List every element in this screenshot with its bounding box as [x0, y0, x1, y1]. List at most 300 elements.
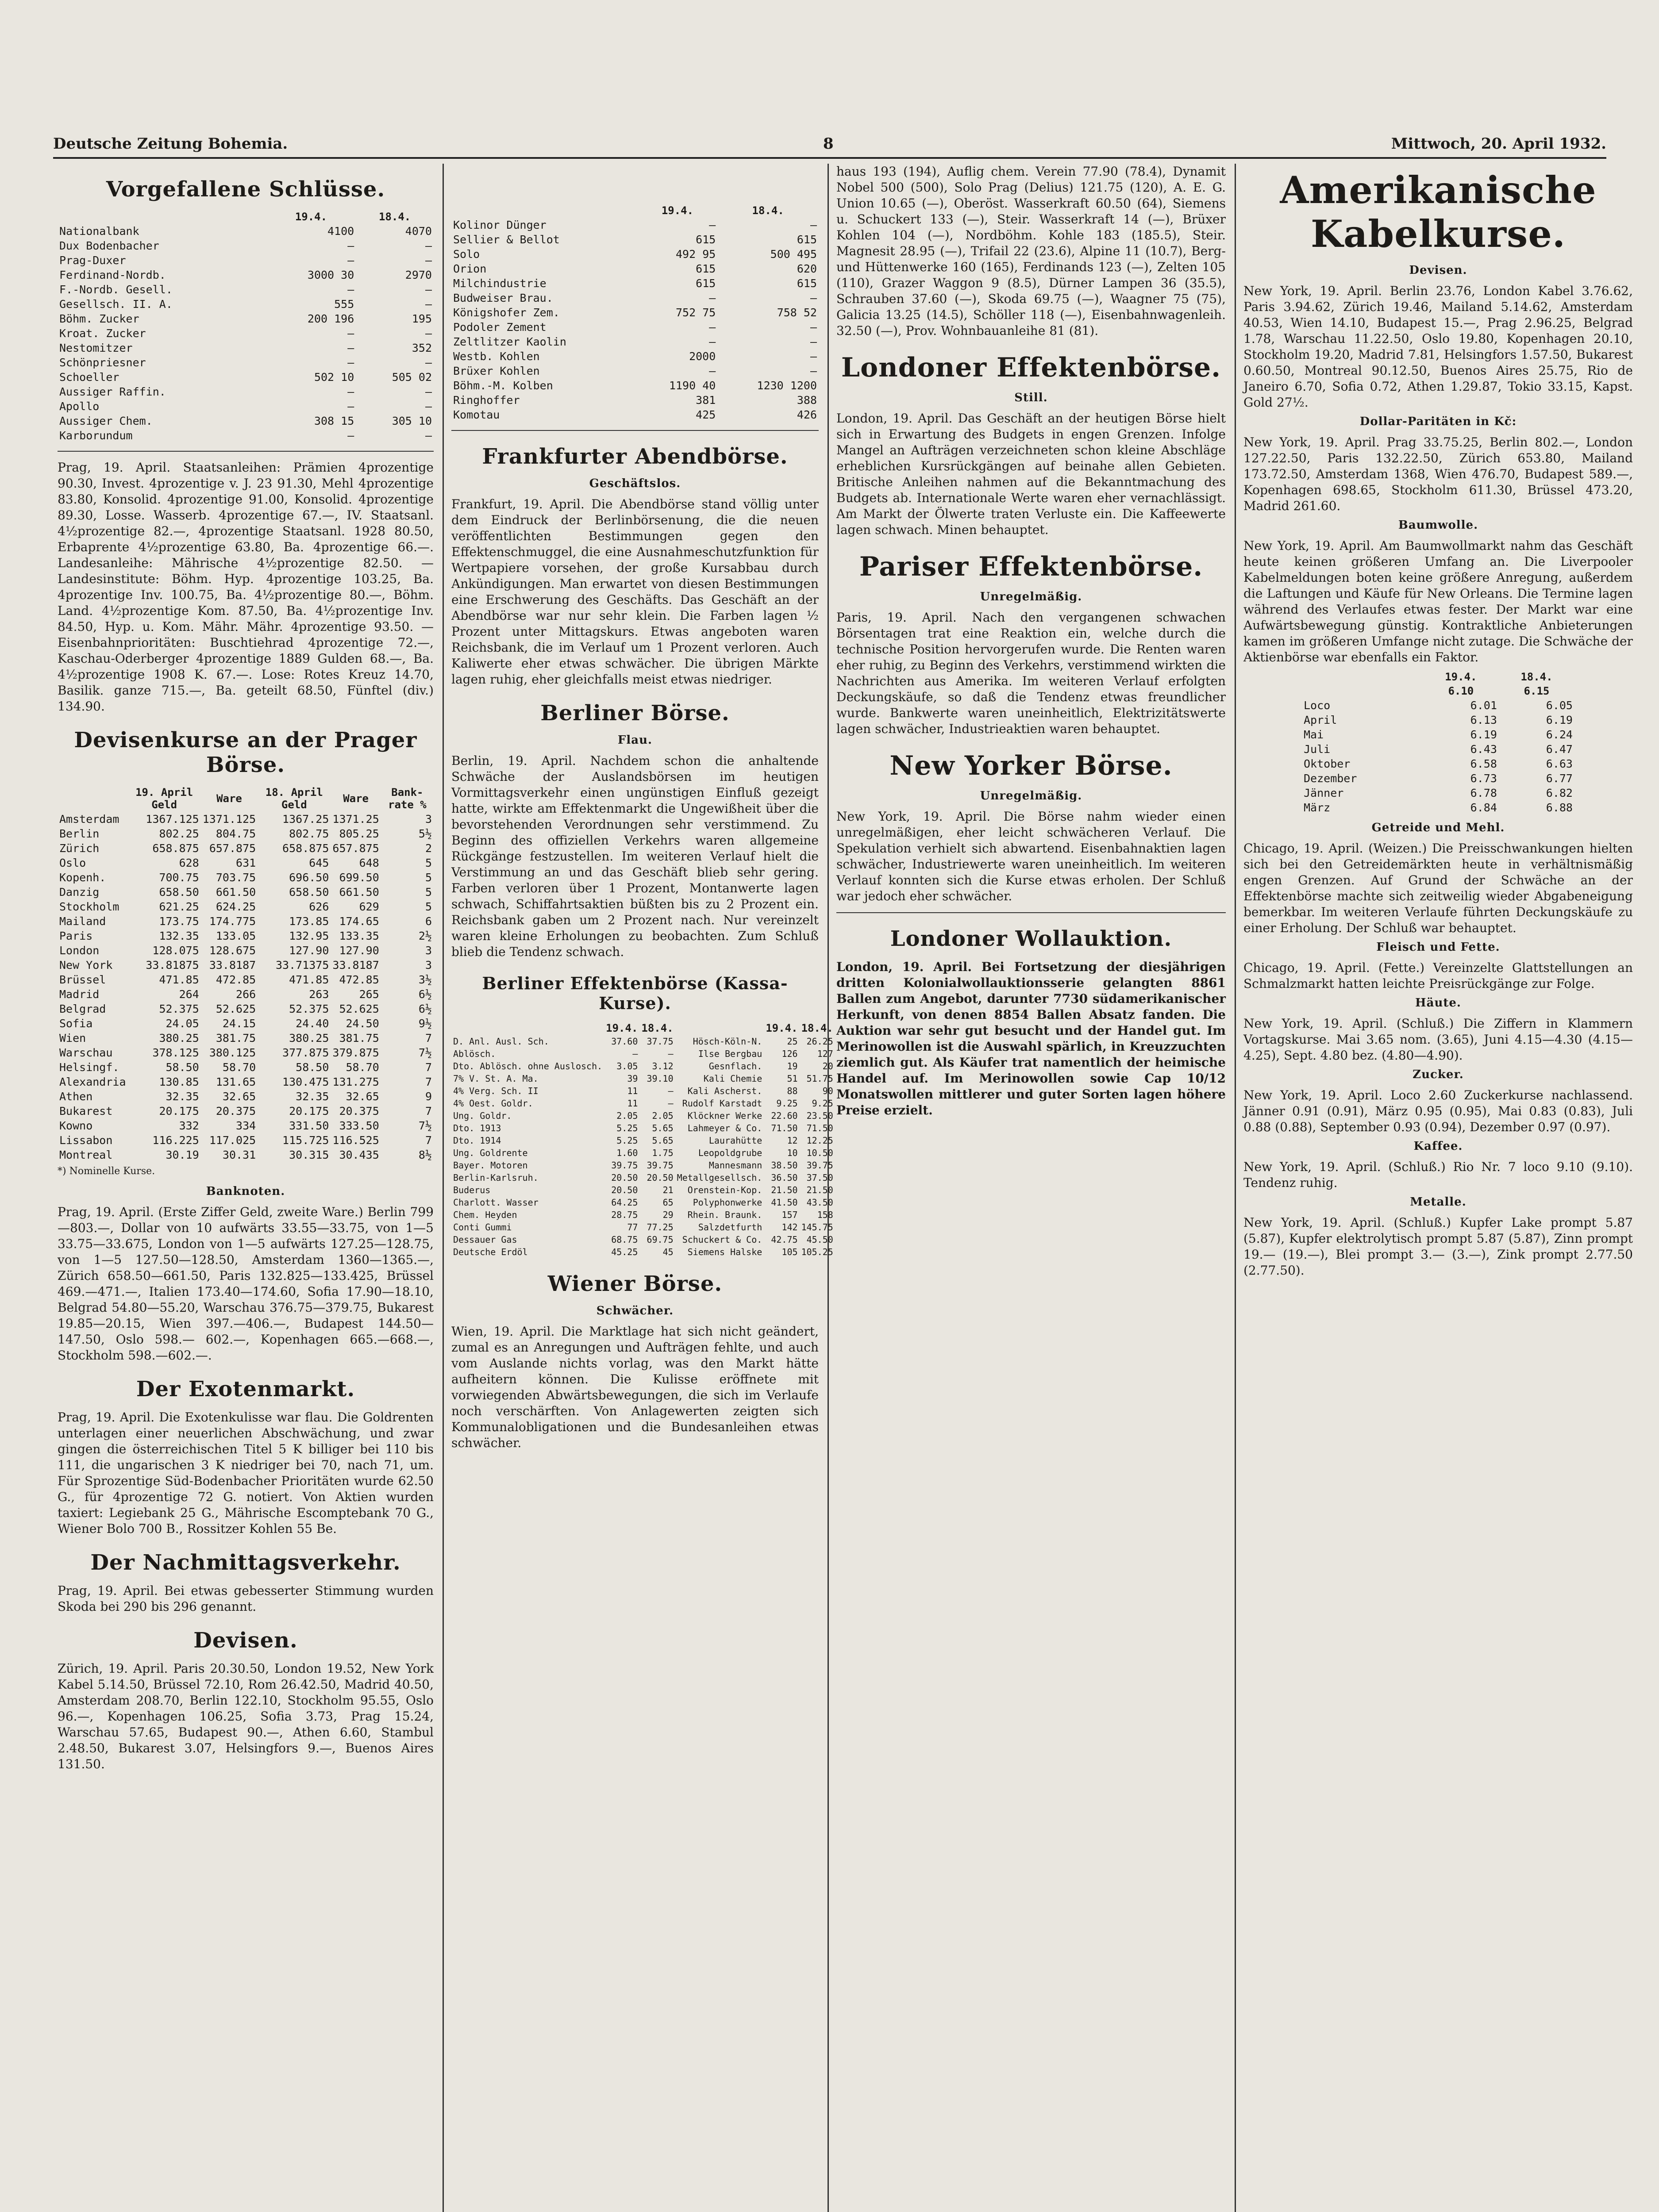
table-cell: New York: [59, 959, 113, 972]
table-cell: 33.81875: [146, 959, 199, 972]
devisen-row: [58, 972, 434, 987]
table-cell: 657.875: [332, 842, 379, 855]
table-cell: Belgrad: [59, 1002, 106, 1015]
table-cell: —: [425, 400, 432, 413]
page-number: 8: [823, 135, 834, 153]
table-cell: 380.25: [289, 1032, 329, 1045]
table-cell: 3.12: [652, 1061, 674, 1071]
table-cell: Prag-Duxer: [59, 254, 126, 267]
kassa-row: [451, 1221, 835, 1233]
table-cell: 127.90: [289, 944, 329, 957]
table-cell: 699.50: [339, 871, 379, 884]
table-cell: 21: [662, 1185, 674, 1195]
table-cell: 6.19: [1546, 714, 1573, 726]
table-cell: Gesellsch. II. A.: [59, 298, 173, 311]
table-cell: 30.435: [339, 1148, 379, 1161]
table-cell: 157: [781, 1210, 798, 1220]
table-cell: 51: [787, 1073, 798, 1084]
table-cell: 5.65: [652, 1123, 674, 1133]
table-cell: Dto. Ablösch. ohne Auslosch.: [453, 1061, 603, 1071]
section-title-nachmittagsverkehr: Der Nachmittagsverkehr.: [90, 1550, 401, 1575]
table-cell: 700.75: [159, 871, 199, 884]
table-cell: Kolinor Dünger: [453, 219, 547, 231]
table-cell: Solo: [453, 248, 480, 261]
table-cell: 658.50: [289, 886, 329, 899]
section-title-wiener-boerse: Wiener Börse.: [547, 1271, 723, 1296]
table-cell: 657.875: [209, 842, 256, 855]
new-yorker-paragraph: New York, 19. April. Die Börse nahm wieder einen unregelmäßigen, eher leicht schwächeren Verlauf. Die Spekulation verhielt sich abwartend. Eisenbahnaktien lagen schwächer, Industriewerte waren uneinheitlich. Im weiteren Verlauf konnten sich die Kurse etwas erholen. Der Schluß war jedoch eher schwächer.: [836, 809, 1226, 903]
table-cell: 802.25: [159, 827, 199, 840]
table-cell: Komotau: [453, 408, 500, 421]
table-cell: 33.71375: [275, 959, 329, 972]
table-cell: 25: [787, 1036, 798, 1047]
table-cell: 30.31: [222, 1148, 256, 1161]
devisen-row: [58, 899, 434, 914]
table-cell: 7½: [418, 1046, 432, 1059]
nachmittagsverkehr-paragraph: Prag, 19. April. Bei etwas gebesserter Stimmung wurden Skoda bei 290 bis 296 genannt.: [58, 1583, 434, 1614]
table-cell: 6.58: [1470, 757, 1497, 770]
table-cell: 20.50: [611, 1172, 638, 1183]
table-cell: 127: [817, 1048, 833, 1059]
table-cell: —: [810, 292, 817, 304]
table-cell: —: [632, 1048, 638, 1059]
kaffee-title: Kaffee.: [1413, 1140, 1463, 1153]
table-cell: 20: [822, 1061, 833, 1071]
kassa-row: [451, 1209, 835, 1221]
table-cell: Lahmeyer & Co.: [687, 1123, 762, 1133]
cotton-header: 19.4.: [1445, 671, 1477, 683]
table-cell: 472.85: [339, 973, 379, 986]
table-cell: Dto. 1914: [453, 1135, 501, 1146]
table-cell: 5.25: [616, 1123, 638, 1133]
table-cell: 472.85: [216, 973, 256, 986]
table-cell: 1230 1200: [757, 379, 817, 392]
table-cell: 116.225: [152, 1134, 199, 1147]
table-cell: Schuckert & Co.: [682, 1234, 762, 1245]
dollar-paritaeten-paragraph: New York, 19. April. Prag 33.75.25, Berlin 802.—, London 127.22.50, Paris 132.22.50, Zürich 653.80, Mailand 173.72.50, Amsterdam 1368, Wien 476.70, Budapest 589.—, Kopenhagen 698.65, Stockholm 611.30, Brüssel 473.20, Madrid 261.60.: [1243, 435, 1633, 513]
table-cell: 33.8187: [209, 959, 256, 972]
date-header: 19.4.: [766, 1022, 798, 1034]
table-cell: Chem. Heyden: [453, 1210, 517, 1220]
vorgefallene-row: [451, 320, 819, 334]
table-cell: —: [425, 298, 432, 311]
table-cell: 5½: [418, 827, 432, 840]
dollar-paritaeten-title: Dollar-Paritäten in Kč:: [1359, 415, 1517, 428]
table-cell: 3000 30: [307, 269, 354, 281]
devisen-paragraph: Zürich, 19. April. Paris 20.30.50, London 19.52, New York Kabel 5.14.50, Brüssel 72.10, Rom 26.42.50, Madrid 40.50, Amsterdam 208.70, Berlin 122.10, Stockholm 95.55, Oslo 96.—, Kopenhagen 106.25, Sofia 3.73, Prag 15.24, Warschau 57.65, Budapest 90.—, Athen 6.60, Stambul 2.48.50, Bukarest 3.07, Helsingfors 9.—, Buenos Aires 131.50.: [58, 1661, 434, 1771]
table-cell: D. Anl. Ausl. Sch.: [453, 1036, 549, 1047]
devisenkurse-table: [58, 785, 434, 1162]
table-cell: 9.25: [776, 1098, 798, 1109]
table-cell: 130.85: [159, 1075, 199, 1088]
table-cell: 21.50: [806, 1185, 833, 1195]
vorgefallene-row: [451, 364, 819, 378]
table-cell: 58.70: [346, 1061, 379, 1074]
cotton-row: [1302, 698, 1574, 713]
kassa-row: [451, 1122, 835, 1134]
divider: [451, 430, 819, 431]
table-cell: 381.75: [216, 1032, 256, 1045]
table-cell: Mailand: [59, 915, 106, 928]
column-3: [836, 164, 1226, 1123]
table-cell: 805.25: [339, 827, 379, 840]
table-cell: 9½: [418, 1017, 432, 1030]
kassa-row: [451, 1048, 835, 1060]
table-cell: 6.19: [1470, 728, 1497, 741]
date-header: 19.4.: [661, 204, 694, 217]
kassa-row: [451, 1035, 835, 1048]
table-cell: —: [347, 283, 354, 296]
table-cell: 388: [797, 394, 817, 407]
table-cell: 20.175: [159, 1105, 199, 1118]
table-cell: 696.50: [289, 871, 329, 884]
vorgefallene-row: [58, 224, 434, 238]
kassa-row: [451, 1246, 835, 1258]
table-cell: 381.75: [339, 1032, 379, 1045]
devisen-row: [58, 958, 434, 972]
table-cell: Buderus: [453, 1185, 491, 1195]
table-cell: 1367.125: [146, 813, 199, 826]
page-header: [53, 133, 1606, 159]
table-cell: 333.50: [339, 1119, 379, 1132]
table-cell: 58.50: [296, 1061, 329, 1074]
table-cell: 7% V. St. A. Ma.: [453, 1073, 539, 1084]
section-title-londoner-effektenboerse: Londoner Effektenbörse.: [841, 352, 1221, 383]
divider: [58, 451, 434, 452]
table-cell: 615: [797, 277, 817, 290]
table-cell: 20.175: [289, 1105, 329, 1118]
table-cell: 7½: [418, 1119, 432, 1132]
newspaper-title: Deutsche Zeitung Bohemia.: [53, 135, 288, 153]
devisen-row: [58, 1075, 434, 1089]
table-cell: 32.65: [222, 1090, 256, 1103]
table-cell: 6.77: [1546, 772, 1573, 785]
devisen-row: [58, 1002, 434, 1016]
new-yorker-subtitle: Unregelmäßig.: [980, 789, 1082, 803]
section-title-new-yorker-boerse: New Yorker Börse.: [889, 750, 1173, 781]
table-cell: 42.75: [771, 1234, 798, 1245]
table-cell: 4% Oest. Goldr.: [453, 1098, 533, 1109]
table-cell: 43.50: [806, 1197, 833, 1208]
devisen-header: Ware: [343, 792, 369, 805]
table-cell: Gesnflach.: [708, 1061, 762, 1071]
table-cell: Kali Ascherst.: [687, 1086, 762, 1096]
table-cell: Hösch-Köln-N.: [693, 1036, 762, 1047]
table-cell: 626: [309, 900, 329, 913]
table-cell: Kali Chemie: [703, 1073, 762, 1084]
vorgefallene-row: [58, 297, 434, 311]
table-cell: 6.82: [1546, 787, 1573, 799]
issue-date: Mittwoch, 20. April 1932.: [1391, 135, 1606, 153]
berliner-subtitle: Flau.: [617, 733, 653, 747]
table-cell: —: [347, 342, 354, 354]
table-cell: Rhein. Braunk.: [687, 1210, 762, 1220]
table-cell: Amsterdam: [59, 813, 119, 826]
table-cell: 24.50: [346, 1017, 379, 1030]
table-cell: 381: [696, 394, 716, 407]
table-cell: Danzig: [59, 886, 100, 899]
table-cell: Bukarest: [59, 1105, 113, 1118]
table-cell: 628: [179, 856, 199, 869]
table-cell: 661.50: [339, 886, 379, 899]
table-cell: 39.75: [647, 1160, 674, 1171]
table-cell: Jänner: [1304, 787, 1344, 799]
table-cell: 133.35: [339, 929, 379, 942]
devisen-header: Ware: [216, 792, 242, 805]
table-cell: 20.375: [339, 1105, 379, 1118]
table-cell: 130.475: [282, 1075, 329, 1088]
banknoten-paragraph: Prag, 19. April. (Erste Ziffer Geld, zweite Ware.) Berlin 799—803.—, Dollar von 10 aufwärts 33.55—33.75, von 1—5 33.75—33.675, London von 1—5 aufwärts 127.25—128.75, von 1—5 127.50—128.50, Amsterdam 1360—1365.—, Zürich 658.50—661.50, Paris 132.825—133.425, Brüssel 469.—471.—, Italien 173.40—174.60, Sofia 17.90—18.10, Belgrad 54.80—55.20, Warschau 376.75—379.75, Bukarest 19.85—20.15, Wien 397.—406.—, Budapest 144.50—147.50, Oslo 598.— 602.—, Kopenhagen 665.—668.—, Stockholm 598.—602.—.: [58, 1205, 434, 1363]
table-cell: —: [668, 1086, 674, 1096]
devisen-row: [58, 943, 434, 958]
wiener-subtitle: Schwächer.: [596, 1304, 674, 1317]
metalle-title: Metalle.: [1410, 1195, 1467, 1209]
table-cell: 2: [425, 842, 432, 855]
table-cell: 32.35: [166, 1090, 199, 1103]
table-cell: Berlin: [59, 827, 100, 840]
table-cell: April: [1304, 714, 1337, 726]
zucker-title: Zucker.: [1413, 1068, 1464, 1081]
vorgefallene-row: [58, 268, 434, 282]
table-cell: 471.85: [159, 973, 199, 986]
vorgefallene-schluesse-table-2: [451, 204, 819, 422]
zucker-paragraph: New York, 19. April. Loco 2.60 Zuckerkurse nachlassend. Jänner 0.91 (0.91), März 0.95 (0.95), Mai 0.83 (0.83), Juli 0.88 (0.88), September 0.93 (0.94), Dezember 0.97 (0.97).: [1243, 1088, 1633, 1134]
table-cell: 23.50: [806, 1110, 833, 1121]
table-cell: 2½: [418, 929, 432, 942]
kassa-kurse-table: [451, 1021, 835, 1258]
table-cell: 105.25: [801, 1247, 833, 1257]
table-cell: 128.675: [209, 944, 256, 957]
table-cell: F.-Nordb. Gesell.: [59, 283, 173, 296]
table-cell: 90: [822, 1086, 833, 1096]
table-cell: Mai: [1304, 728, 1324, 741]
table-cell: —: [347, 429, 354, 442]
kassa-row: [451, 1184, 835, 1196]
cotton-subheader: 6.15: [1524, 685, 1550, 697]
devisen-row: [58, 1133, 434, 1148]
table-cell: 6: [425, 915, 432, 928]
table-cell: März: [1304, 801, 1331, 814]
table-cell: 615: [696, 262, 716, 275]
kassa-row: [451, 1171, 835, 1184]
table-cell: 505 02: [392, 371, 432, 384]
table-cell: Ung. Goldr.: [453, 1110, 512, 1121]
table-cell: 52.625: [339, 1002, 379, 1015]
table-cell: 174.775: [209, 915, 256, 928]
table-cell: 621.25: [159, 900, 199, 913]
table-cell: Dux Bodenbacher: [59, 239, 159, 252]
table-cell: —: [347, 385, 354, 398]
vorgefallene-row: [58, 370, 434, 384]
table-cell: —: [425, 283, 432, 296]
table-cell: 377.875: [282, 1046, 329, 1059]
kassa-row: [451, 1060, 835, 1072]
table-cell: 6.47: [1546, 743, 1573, 756]
devisen-row: [58, 1045, 434, 1060]
table-cell: 615: [797, 233, 817, 246]
table-cell: —: [425, 327, 432, 340]
table-cell: 615: [696, 233, 716, 246]
devisen-row: [58, 1148, 434, 1162]
table-cell: Polyphonwerke: [693, 1197, 762, 1208]
table-cell: 9: [425, 1090, 432, 1103]
kassa-row: [451, 1159, 835, 1171]
table-cell: 200 196: [307, 312, 354, 325]
table-cell: 264: [179, 988, 199, 1001]
table-cell: 661.50: [216, 886, 256, 899]
table-cell: Schoeller: [59, 371, 119, 384]
table-cell: 6.24: [1546, 728, 1573, 741]
table-cell: —: [709, 365, 716, 377]
table-cell: 804.75: [216, 827, 256, 840]
table-cell: 131.275: [332, 1075, 379, 1088]
table-cell: 88: [787, 1086, 798, 1096]
devisen-subtitle: Devisen.: [1409, 264, 1467, 277]
table-cell: 1190 40: [669, 379, 716, 392]
table-cell: 30.19: [166, 1148, 199, 1161]
table-cell: 2000: [689, 350, 716, 363]
table-cell: 77: [627, 1222, 638, 1233]
table-cell: Orenstein-Kop.: [687, 1185, 762, 1195]
table-cell: 379.875: [332, 1046, 379, 1059]
table-cell: 126: [781, 1048, 798, 1059]
table-cell: Oktober: [1304, 757, 1351, 770]
table-cell: 24.15: [222, 1017, 256, 1030]
section-title-devisenkurse: Devisenkurse an der Prager Börse.: [74, 728, 417, 777]
table-cell: 77.25: [647, 1222, 674, 1233]
table-cell: 20.50: [611, 1185, 638, 1195]
vorgefallene-row: [58, 253, 434, 268]
vorgefallene-row: [58, 326, 434, 341]
table-cell: 1371.25: [332, 813, 379, 826]
date-header: 18.4.: [379, 211, 411, 223]
table-cell: 6.01: [1470, 699, 1497, 712]
column-divider: [1235, 164, 1236, 2212]
table-cell: Böhm.-M. Kolben: [453, 379, 553, 392]
table-cell: 38.50: [771, 1160, 798, 1171]
vorgefallene-schluesse-table: [58, 210, 434, 443]
table-cell: 158: [817, 1210, 833, 1220]
table-cell: 65: [662, 1197, 674, 1208]
table-cell: Dezember: [1304, 772, 1357, 785]
table-cell: Nestomitzer: [59, 342, 133, 354]
table-cell: 19: [787, 1061, 798, 1071]
table-cell: 11: [627, 1086, 638, 1096]
wollauktion-paragraph: London, 19. April. Bei Fortsetzung der diesjährigen dritten Kolonialwollauktionsserie gelangten 8861 Ballen zum Angebot, darunter 7730 südamerikanischer Herkunft, von denen 8854 Ballen Absatz fanden. Die Auktion war sehr gut besucht und der Handel gut. Im Merinowollen ist die Auswahl spärlich, in Kreuzzuchten ziemlich gut. Als Käufer trat namentlich der heimische Handel auf. Im Merinowollen sowie Cap 10/12 Monatswollen mittlerer und guter Sorten lagen höhere Preise erzielt.: [836, 960, 1226, 1118]
table-cell: 37.75: [647, 1036, 674, 1047]
table-cell: Brüssel: [59, 973, 106, 986]
cotton-row: [1302, 786, 1574, 800]
table-cell: 20.50: [647, 1172, 674, 1183]
table-cell: 30.315: [289, 1148, 329, 1161]
table-cell: 5: [425, 856, 432, 869]
table-cell: 658.50: [159, 886, 199, 899]
section-title-pariser-effektenboerse: Pariser Effektenbörse.: [859, 551, 1203, 582]
vorgefallene-row: [58, 238, 434, 253]
table-cell: 64.25: [611, 1197, 638, 1208]
table-cell: Metallgesellsch.: [677, 1172, 762, 1183]
cotton-row: [1302, 727, 1574, 742]
getreide-title: Getreide und Mehl.: [1371, 821, 1505, 834]
table-cell: 6.78: [1470, 787, 1497, 799]
metalle-paragraph: New York, 19. April. (Schluß.) Kupfer Lake prompt 5.87 (5.87), Kupfer elektrolytisch prompt 5.87 (5.87), Zinn prompt 19.— (19.—), Blei prompt 3.— (3.—), Zink prompt 2.77.50 (2.77.50).: [1243, 1215, 1633, 1278]
table-cell: Warschau: [59, 1046, 113, 1059]
wiener-paragraph: Wien, 19. April. Die Marktlage hat sich nicht geändert, zumal es an Anregungen und Aufträgen fehlte, und auch vom Auslande nichts vorlag, was den Markt hätte aufheitern können. Die Kulisse eröffnete mit vorwiegenden Abwärtsbewegungen, die sich im Verlaufe noch verschärften. Von Anlagewerten zeigten sich Kommunalobligationen und die Bundesanleihen etwas schwächer.: [451, 1324, 819, 1450]
table-cell: 4100: [327, 225, 354, 238]
pariser-paragraph: Paris, 19. April. Nach den vergangenen schwachen Börsentagen trat eine Reaktion ein, welche durch die technische Position hervorgerufen wurde. Die Renten waren eher ruhig, zu Beginn des Verkehrs, verstimmend wirkten die Nachrichten aus Amerika. Im weiteren Verlauf erfolgten Deckungskäufe, so daß die Tendenz etwas freundlicher wurde. Bankwerte waren uneinheitlich, Elektrizitätswerte lagen schwächer, Industrieaktien waren behauptet.: [836, 610, 1226, 736]
vorgefallene-row: [451, 291, 819, 305]
table-cell: 5: [425, 900, 432, 913]
table-cell: 5: [425, 886, 432, 899]
vorgefallene-row: [58, 355, 434, 370]
table-cell: 334: [236, 1119, 256, 1132]
table-cell: —: [668, 1098, 674, 1109]
table-cell: 24.05: [166, 1017, 199, 1030]
devisen-row: [58, 1016, 434, 1031]
table-cell: 58.70: [222, 1061, 256, 1074]
table-cell: 4070: [405, 225, 432, 238]
vorgefallene-row: [451, 349, 819, 364]
table-cell: 425: [696, 408, 716, 421]
vorgefallene-row: [58, 282, 434, 297]
devisen-row: [58, 826, 434, 841]
table-cell: 142: [781, 1222, 798, 1233]
table-cell: 41.50: [771, 1197, 798, 1208]
devisen-row: [58, 885, 434, 899]
vorgefallene-row: [58, 399, 434, 414]
table-cell: Klöckner Werke: [687, 1110, 762, 1121]
table-cell: Montreal: [59, 1148, 113, 1161]
table-cell: 195: [412, 312, 432, 325]
table-cell: 105: [781, 1247, 798, 1257]
table-cell: 308 15: [314, 415, 354, 427]
vorgefallene-row: [451, 334, 819, 349]
next-page-edge: [1637, 133, 1659, 2212]
table-cell: 12: [787, 1135, 798, 1146]
cotton-header: [1302, 670, 1423, 684]
table-cell: 36.50: [771, 1172, 798, 1183]
vorgefallene-row: [58, 414, 434, 428]
table-cell: 3½: [418, 973, 432, 986]
cotton-subheader: [1302, 684, 1423, 698]
cotton-row: [1302, 713, 1574, 727]
divider: [836, 912, 1226, 913]
table-cell: 1371.125: [202, 813, 256, 826]
table-cell: Madrid: [59, 988, 100, 1001]
section-title-frankfurter-abendboerse: Frankfurter Abendbörse.: [482, 444, 788, 469]
table-cell: 3: [425, 944, 432, 957]
table-cell: 71.50: [771, 1123, 798, 1133]
section-title-banknoten: Banknoten.: [206, 1185, 285, 1198]
table-cell: 68.75: [611, 1234, 638, 1245]
table-cell: Aussiger Chem.: [59, 415, 153, 427]
table-cell: 4% Verg. Sch. II: [453, 1086, 539, 1096]
wien-continuation-paragraph: haus 193 (194), Auflig chem. Verein 77.90 (78.4), Dynamit Nobel 500 (500), Solo Prag (Delius) 121.75 (120), A. E. G. Union 10.65 (—), Oberöst. Wasserkraft 60.50 (64), Siemens u. Schuckert 133 (—), Steir. Wasserkraft 14 (—), Brüxer Kohlen 104 (—), Nordböhm. Kohle 183 (185.5), Steir. Magnesit 28.95 (—), Trifail 22 (23.6), Alpine 11 (10.7), Berg- und Hüttenwerke 160 (165), Ferdinands 123 (—), Zelten 105 (110), Grazer Waggon 9 (8.5), Dürner Lampen 36 (35.5), Schrauben 37.60 (—), Skoda 69.75 (—), Waagner 75 (75), Galicia 13.25 (14.5), Schöller 118 (—), Eisenbahnwagenleih. 32.50 (—), Prov. Wohnbauanleihe 81 (81).: [836, 164, 1226, 338]
vorgefallene-row: [451, 232, 819, 247]
table-cell: 629: [359, 900, 379, 913]
table-cell: Karborundum: [59, 429, 133, 442]
table-cell: 8½: [418, 1148, 432, 1161]
table-cell: 703.75: [216, 871, 256, 884]
vorgefallene-row: [451, 305, 819, 320]
table-cell: —: [347, 327, 354, 340]
table-cell: Athen: [59, 1090, 93, 1103]
table-cell: London: [59, 944, 100, 957]
devisen-row: [58, 856, 434, 870]
table-cell: 173.85: [289, 915, 329, 928]
table-cell: 12.25: [806, 1135, 833, 1146]
table-cell: Alexandria: [59, 1075, 126, 1088]
